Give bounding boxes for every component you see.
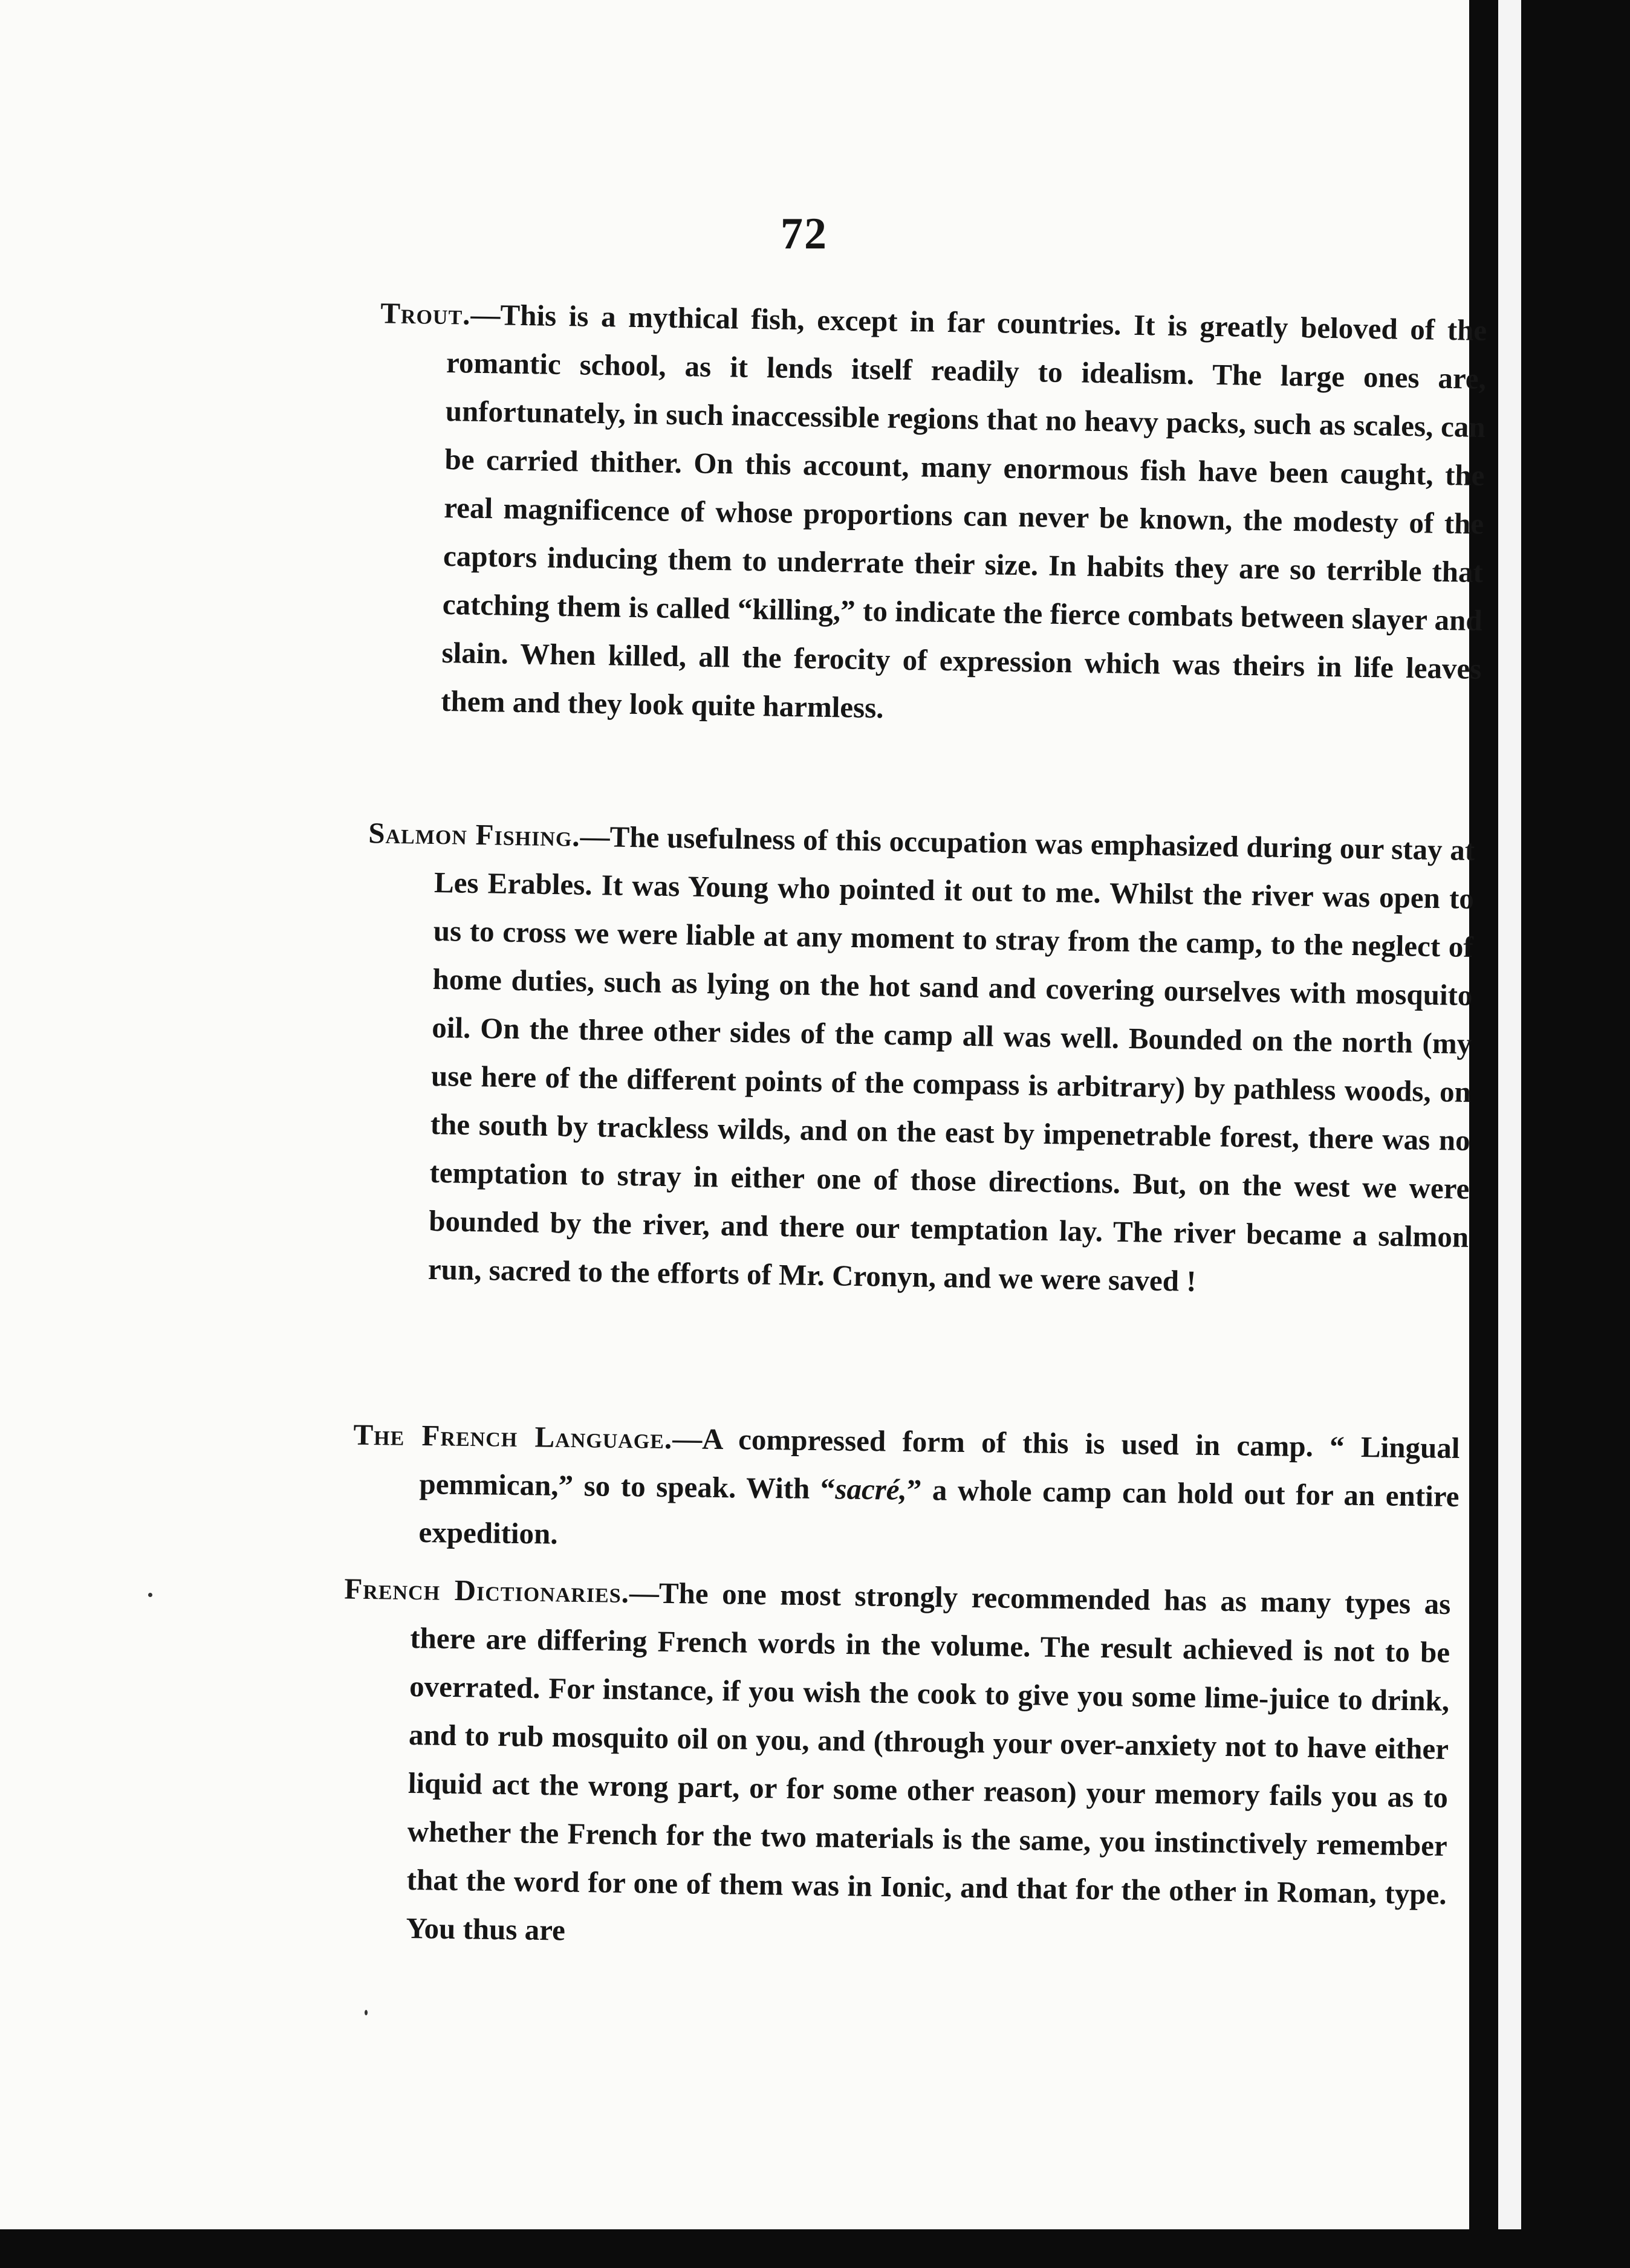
entry-trout [380,290,1487,742]
entry-heading: French Dictionaries. [344,1572,630,1610]
scan-speck [365,2010,368,2015]
entry-heading: The French Language. [353,1418,673,1456]
scan-next-page-edge [1498,0,1521,2268]
entry-body: —This is a mythical fish, except in far countries. It is greatly beloved of the romantic school, as it lends itself readily to idealism. The large ones are, unfortunately, in such inaccessible regions that no heavy packs, such as scales, can be carried thither. On this account, many enormous fish have been caught, the real magnificence of whose proportions can never be known, the modesty of the captors inducing them to underrate their size. In habits they are so terrible that catching them is called “killing,” to indicate the fierce combats between slayer and slain. When killed, all the ferocity of expression which was theirs in life leaves them and they look quite harmless. [440,297,1487,725]
entry-body: —The one most strongly recommended has as many types as there are differing French words in the volume. The result achieved is not to be overrated. For instance, if you wish the cook to give you some lime-juice to drink, and to rub mosquito oil on you, and (through your over-anxiety not to have either liquid act the wrong part, or for some other reason) your memory fails you as to whether the French for the two materials is the same, you instinctively remember that the word for one of them was in Ionic, and that for the other in Roman, type. You thus are [406,1576,1451,1947]
entry-heading: Salmon Fishing. [368,816,581,853]
scan-border-bottom [0,2229,1630,2268]
entry-body: —A compressed form of this is used in camp. “ Lingual pemmican,” so to speak. With “ [419,1422,1460,1506]
italic-term: sacré, [835,1472,908,1506]
entry-salmon-fishing [368,810,1475,1310]
scan-border-right [1469,0,1630,2268]
entry-french-dictionaries [344,1566,1451,1967]
entry-french-language [353,1411,1460,1569]
entry-heading: Trout. [380,296,471,331]
entry-body: —The usefulness of this occupation was emphasized during our stay at Les Erables. It was Young who pointed it out to me. Whilst the river was open to us to cross we were liable at any moment to stray from the camp, to the neglect of home duties, such as lying on the hot sand and covering ourselves with mosquito oil. On the three other sides of the camp all was well. Bounded on the north (my use here of the different points of the compass is arbitrary) by pathless woods, on the south by trackless wilds, and on the east by impenetrable forest, there was no temptation to stray in either one of those directions. But, on the west we were bounded by the river, and there our temptation lay. The river became a salmon run, sacred to the efforts of Mr. Cronyn, and we were saved ! [427,819,1475,1298]
entry-body-end: ” a whole camp can hold out for an entire expedition. [418,1473,1460,1550]
page-number: 72 [781,209,828,259]
scan-speck [148,1593,152,1597]
